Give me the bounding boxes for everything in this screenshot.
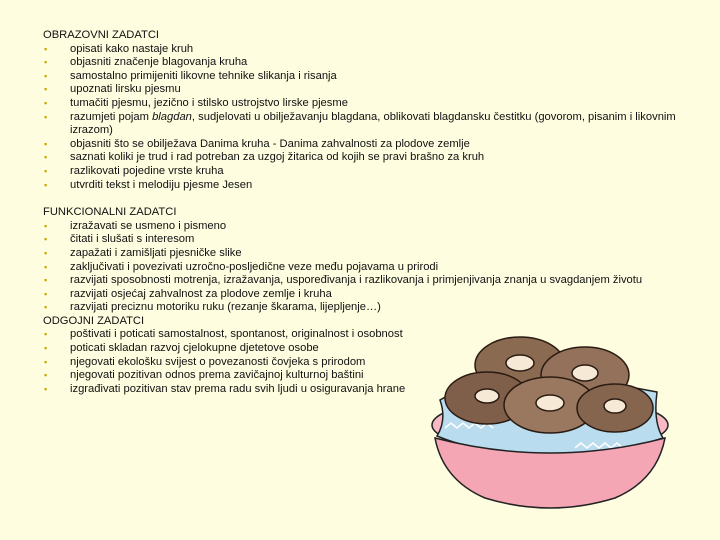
- section-title-funkcionalni: FUNKCIONALNI ZADATCI: [43, 206, 177, 219]
- list-item: ▪ izgrađivati pozitivan stav prema radu svih ljudi u osiguravanja hrane: [43, 383, 683, 397]
- list-item: ▪ zaključivati i povezivati uzročno-posljedične veze među pojavama u prirodi: [43, 261, 683, 275]
- list-item: ▪ razvijati osjećaj zahvalnost za plodove zemlje i kruha: [43, 288, 683, 302]
- bread-rings: [445, 337, 653, 433]
- bread-bowl-illustration: [425, 330, 670, 515]
- list-funkcionalni: [43, 220, 683, 315]
- list-item: ▪ razlikovati pojedine vrste kruha: [43, 165, 683, 179]
- list-item: ▪ utvrditi tekst i melodiju pjesme Jesen: [43, 179, 683, 193]
- list-item: ▪ upoznati lirsku pjesmu: [43, 83, 683, 97]
- list-item: ▪ zapažati i zamišljati pjesničke slike: [43, 247, 683, 261]
- item-text: razumjeti pojam: [70, 110, 153, 123]
- list-item: ▪ izražavati se usmeno i pismeno: [43, 220, 683, 234]
- section-title-obrazovni: OBRAZOVNI ZADATCI: [43, 29, 160, 41]
- list-item: ▪ samostalno primijeniti likovne tehnike slikanja i risanja: [43, 70, 683, 84]
- item-text: , sudjelovati u obilježavanju blagdana, oblikovati blagdansku čestitku (govorom, pisanim i likovnim izrazom): [70, 110, 676, 137]
- list-item: ▪ razvijati sposobnosti motrenja, izražavanja, uspoređivanja i razlikovanja i primjenjivanja znanja u svagdanjem životu: [43, 274, 683, 288]
- list-item: ▪ objasniti značenje blagovanja kruha: [43, 56, 683, 70]
- item-emphasis: blagdan: [152, 110, 192, 123]
- list-item: ▪ poštivati i poticati samostalnost, spontanost, originalnost i osobnost: [43, 328, 683, 342]
- list-item: ▪ objasniti što se obilježava Danima kruha - Danima zahvalnosti za plodove zemlje: [43, 138, 683, 152]
- list-item: ▪ čitati i slušati s interesom: [43, 233, 683, 247]
- list-item: ▪ opisati kako nastaje kruh: [43, 43, 683, 57]
- list-item: [43, 111, 683, 138]
- list-item: ▪ njegovati ekološku svijest o povezanosti čovjeka s prirodom: [43, 356, 683, 370]
- list-item: ▪ saznati koliki je trud i rad potreban za uzgoj žitarica od kojih se pravi brašno za kruh: [43, 151, 683, 165]
- list-item: ▪ njegovati pozitivan odnos prema zavičajnoj kulturnoj baštini: [43, 369, 683, 383]
- list-item: ▪ razvijati preciznu motoriku ruku (rezanje škarama, lijepljenje…): [43, 301, 683, 315]
- list-item: ▪ tumačiti pjesmu, jezično i stilsko ustrojstvo lirske pjesme: [43, 97, 683, 111]
- list-obrazovni: [43, 43, 683, 193]
- spacer: [43, 192, 683, 206]
- section-title-odgojni: ODGOJNI ZADATCI: [43, 314, 145, 327]
- list-item: ▪ poticati skladan razvoj cjelokupne djetetove osobe: [43, 342, 683, 356]
